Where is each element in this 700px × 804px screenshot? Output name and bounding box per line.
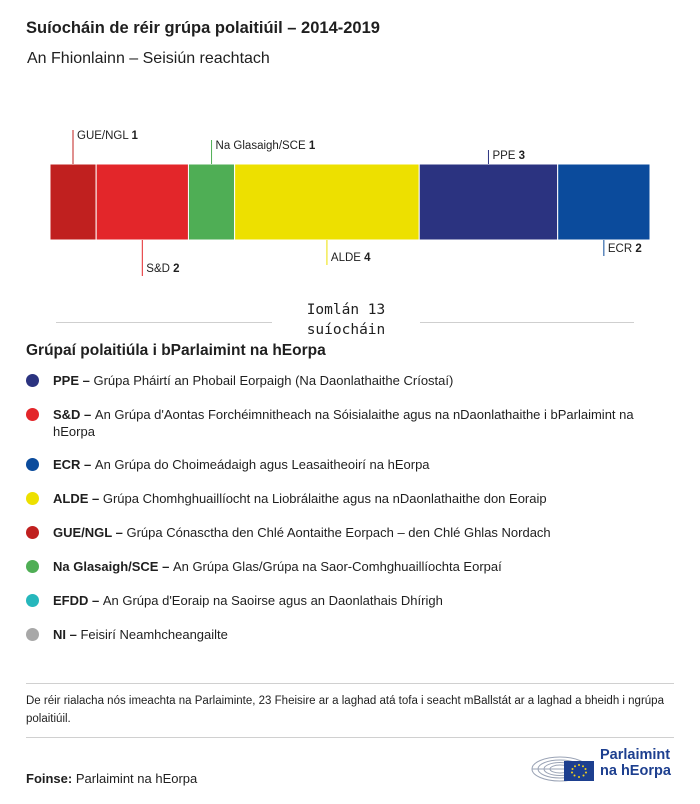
legend-abbr: GUE/NGL – — [53, 525, 127, 540]
legend-desc: An Grúpa Glas/Grúpa na Saor-Comhghuaillíochta Eorpaí — [172, 559, 502, 574]
parliament-hemicycle-icon — [530, 745, 596, 785]
legend-abbr: NI – — [53, 627, 81, 642]
legend-item — [26, 592, 671, 609]
chart-subtitle: An Fhionlainn – Seisiún reachtach — [27, 50, 270, 67]
data-label-gue-ngl: GUE/NGL 1 — [77, 130, 138, 142]
data-label-s-d: S&D 2 — [146, 263, 180, 275]
legend-item — [26, 372, 671, 389]
source-text: Parlaimint na hEorpa — [75, 771, 198, 786]
legend-abbr: ALDE – — [53, 491, 103, 506]
data-label-na-glasaigh-sce: Na Glasaigh/SCE 1 — [215, 140, 316, 152]
seat-chart — [0, 110, 700, 290]
legend-title: Grúpaí polaitiúla i bParlaimint na hEorpa — [26, 342, 326, 359]
legend-item — [26, 524, 671, 541]
legend-dot-icon — [26, 408, 39, 421]
legend-dot-icon — [26, 594, 39, 607]
divider-bottom — [26, 737, 674, 738]
legend-desc: Grúpa Pháirtí an Phobail Eorpaigh (Na Daonlathaithe Críostaí) — [93, 373, 454, 388]
footnote: De réir rialacha nós imeachta na Parlaiminte, 23 Fheisire ar a laghad atá tofa i seacht mBallstát ar a laghad a bheidh i ngrúpa polaitiúil. — [26, 695, 664, 725]
legend-abbr: S&D – — [53, 407, 95, 422]
legend-abbr: PPE – — [53, 373, 94, 388]
bar-segment-ppe — [419, 164, 557, 240]
chart-title: Suíocháin de réir grúpa polaitiúil – 2014-2019 — [26, 19, 380, 37]
source-label: Foinse: — [26, 771, 73, 786]
legend-desc: Grúpa Cónasctha den Chlé Aontaithe Eorpach – den Chlé Ghlas Nordach — [126, 525, 551, 540]
logo-line1: Parlaimint — [600, 747, 671, 763]
legend-desc: An Grúpa d'Eoraip na Saoirse agus an Daonlathais Dhírigh — [102, 593, 443, 608]
logo-line2: na hEorpa — [600, 763, 671, 779]
legend-dot-icon — [26, 560, 39, 573]
legend-desc: An Grúpa d'Aontas Forchéimnitheach na Sóisialaithe agus na nDaonlathaithe i bParlaimint na hEorpa — [53, 407, 634, 439]
legend-item — [26, 490, 671, 507]
bar-segment-gue-ngl — [50, 164, 96, 240]
legend-item — [26, 456, 671, 473]
bar-segment-na-glasaigh-sce — [188, 164, 234, 240]
total-seats-line2: suíocháin — [306, 322, 386, 338]
legend — [26, 372, 671, 660]
legend-dot-icon — [26, 458, 39, 471]
divider-top — [26, 683, 674, 684]
legend-desc: Feisirí Neamhcheangailte — [80, 627, 228, 642]
legend-desc: Grúpa Chomhghuaillíocht na Liobrálaithe agus na nDaonlathaithe don Eoraip — [102, 491, 547, 506]
legend-item — [26, 626, 671, 643]
data-label-alde: ALDE 4 — [330, 252, 371, 264]
legend-dot-icon — [26, 374, 39, 387]
european-parliament-logo — [530, 745, 680, 785]
bar-segment-s-d — [96, 164, 188, 240]
legend-dot-icon — [26, 526, 39, 539]
total-seats-label — [274, 300, 418, 340]
total-divider-right — [420, 322, 634, 323]
data-label-ppe: PPE 3 — [492, 150, 526, 162]
legend-item — [26, 558, 671, 575]
legend-abbr: ECR – — [53, 457, 95, 472]
legend-item — [26, 406, 671, 440]
total-divider-left — [56, 322, 272, 323]
legend-dot-icon — [26, 492, 39, 505]
data-label-ecr: ECR 2 — [607, 243, 642, 255]
legend-abbr: Na Glasaigh/SCE – — [53, 559, 173, 574]
bar-segment-alde — [235, 164, 420, 240]
legend-desc: An Grúpa do Choimeádaigh agus Leasaitheoirí na hEorpa — [94, 457, 430, 472]
source — [26, 771, 197, 786]
legend-dot-icon — [26, 628, 39, 641]
logo-text — [600, 747, 671, 779]
bar-segment-ecr — [558, 164, 650, 240]
total-seats-line1: Iomlán 13 — [306, 302, 386, 318]
legend-abbr: EFDD – — [53, 593, 103, 608]
